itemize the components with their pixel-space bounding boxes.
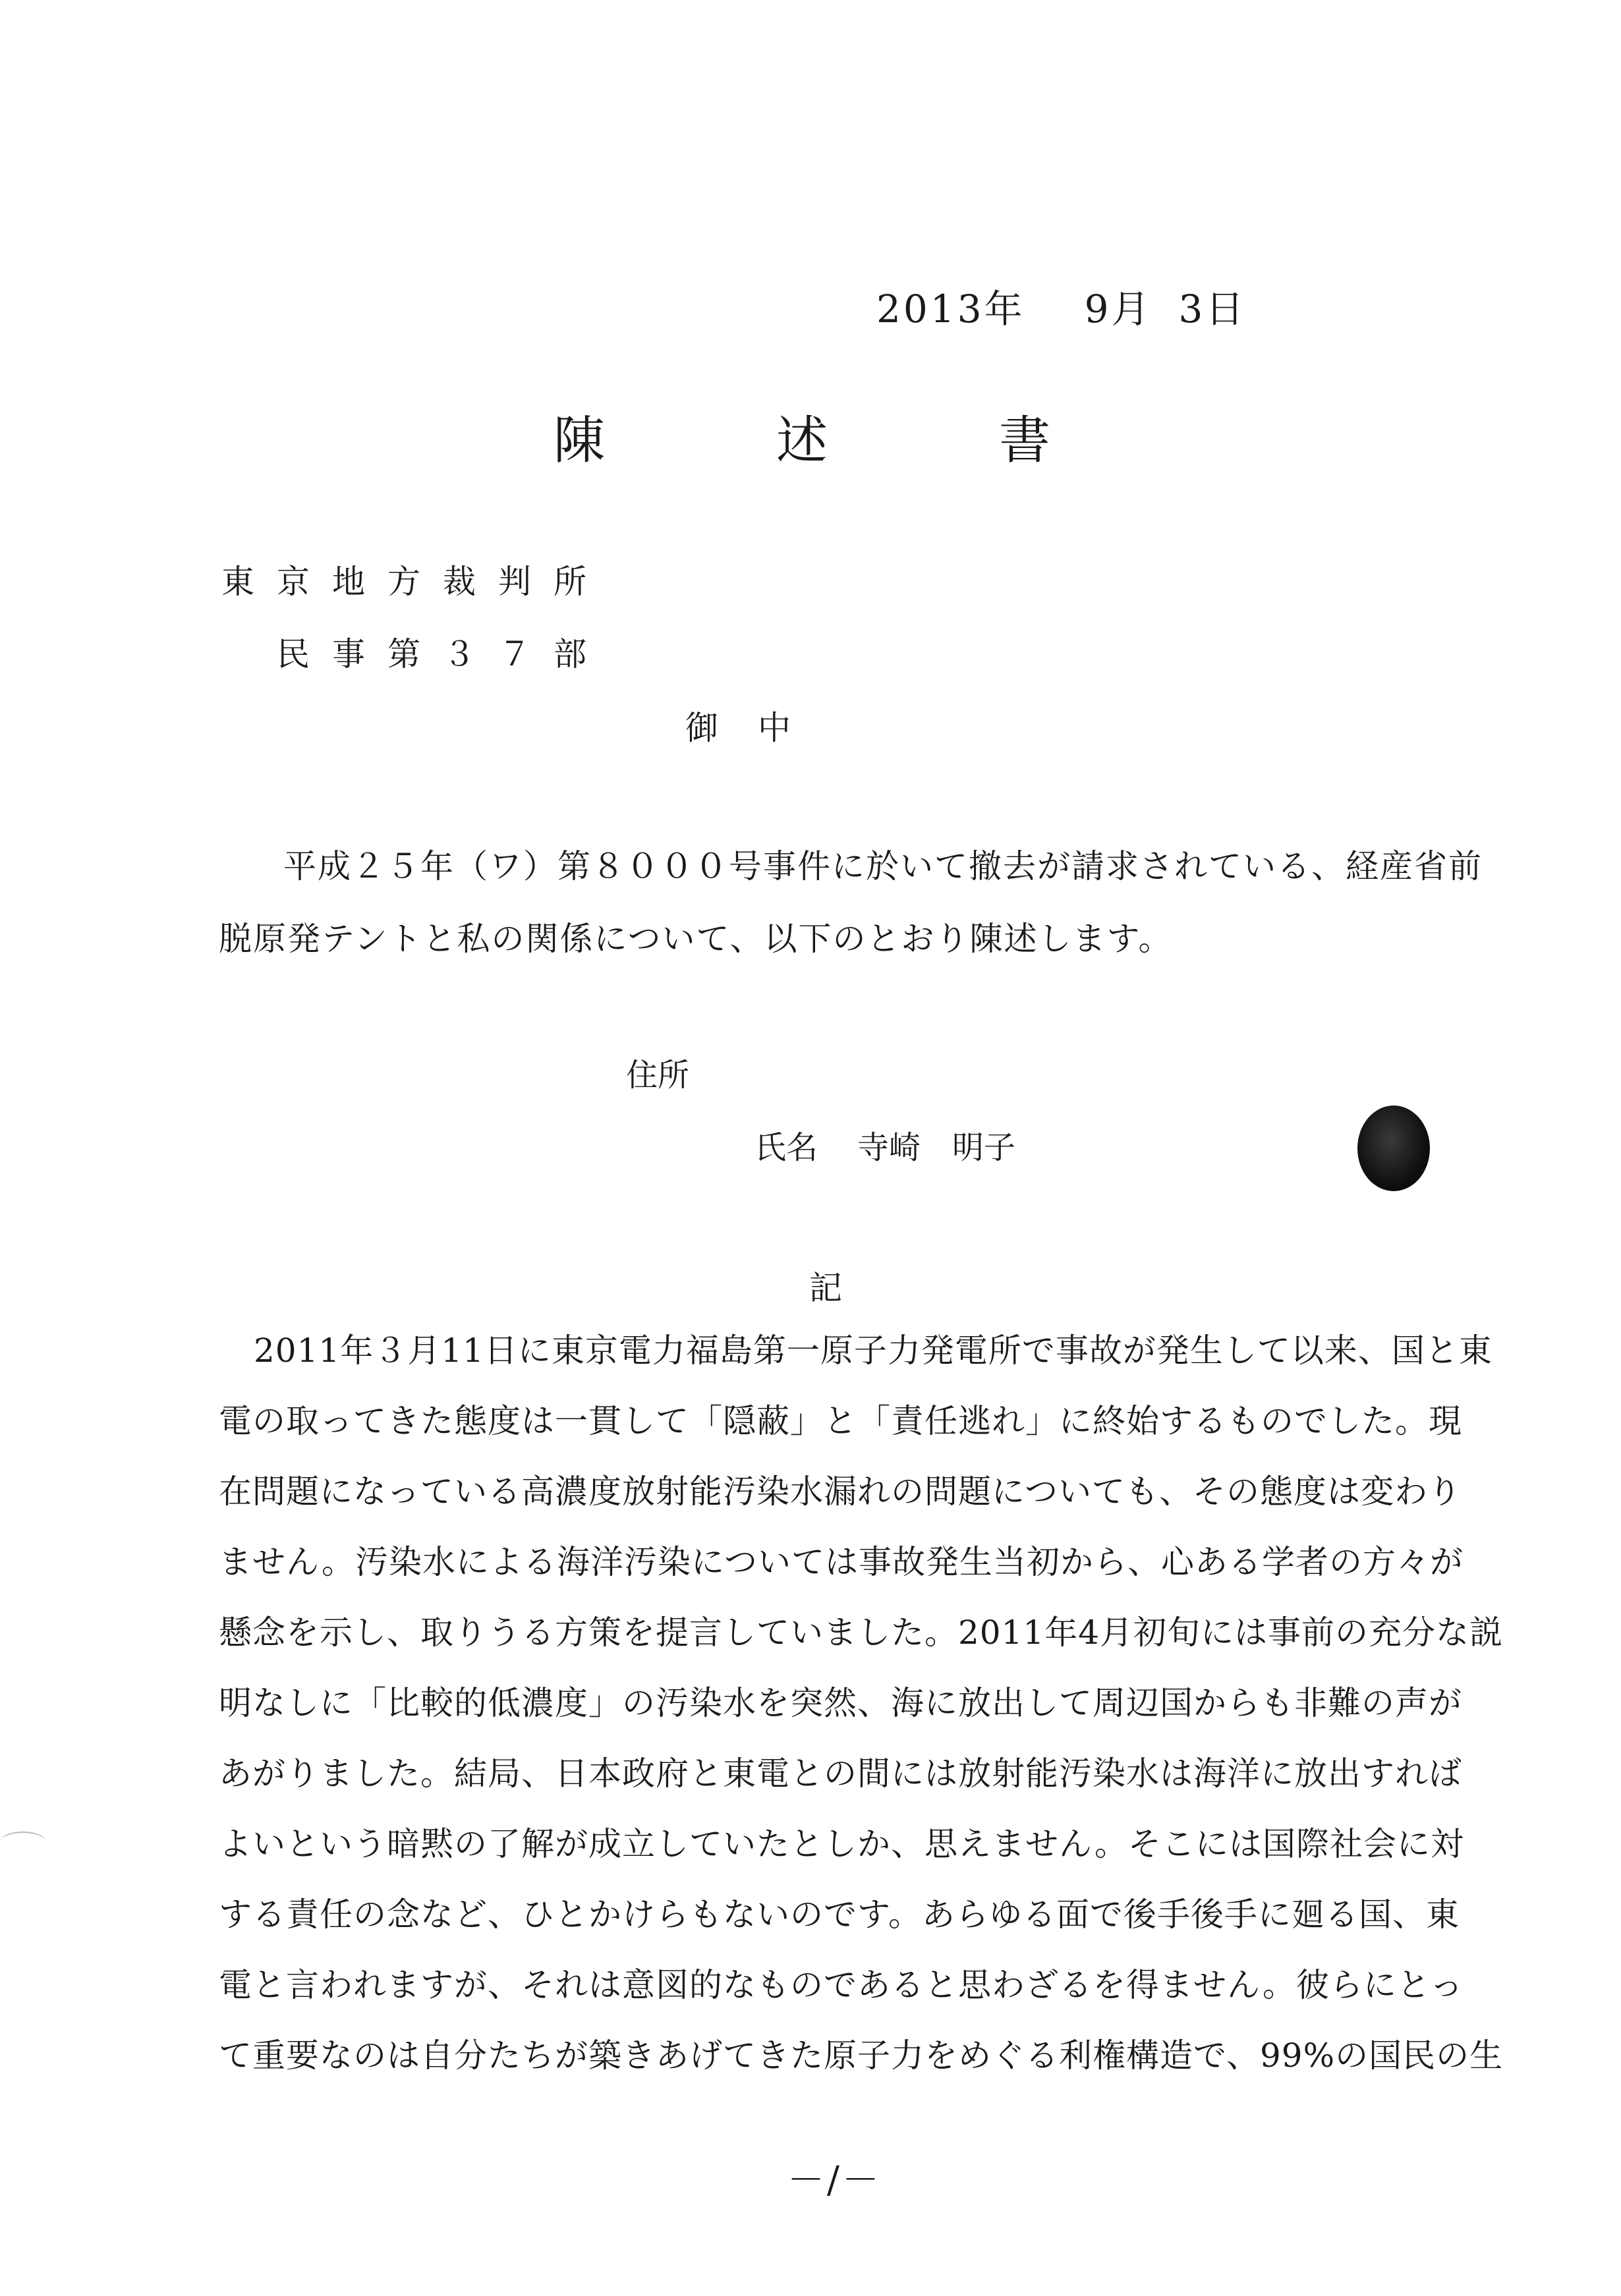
body-line: あがりました。結局、日本政府と東電との間には放射能汚染水は海洋に放出すれば xyxy=(219,1754,1462,1793)
date-year: 2013 xyxy=(876,287,984,331)
body-line: て重要なのは自分たちが築きあげてきた原子力をめぐる利権構造で、99%の国民の生 xyxy=(219,2036,1504,2075)
title-char: 書 xyxy=(999,411,1051,470)
body-line: する責任の念など、ひとかけらもないのです。あらゆる面で後手後手に廻る国、東 xyxy=(219,1895,1460,1934)
body-line: 電の取ってきた態度は一貫して「隠蔽」と「責任逃れ」に終始するものでした。現 xyxy=(219,1402,1462,1440)
intro-line: 脱原発テントと私の関係について、以下のとおり陳述します。 xyxy=(219,920,1173,958)
addressee-honorific: 御中 xyxy=(685,709,830,747)
title-char: 述 xyxy=(776,411,828,470)
body-line: 2011年３月11日に東京電力福島第一原子力発電所で事故が発生して以来、国と東 xyxy=(254,1331,1493,1370)
date-month-unit: 月 xyxy=(1111,287,1152,331)
section-marker: 記 xyxy=(809,1269,842,1307)
date-year-unit: 年 xyxy=(984,287,1025,331)
page-number: －/－ xyxy=(787,2159,882,2202)
date-month: 9 xyxy=(1084,287,1112,331)
declarant-name: 寺崎 明子 xyxy=(857,1129,1016,1166)
scan-artifact xyxy=(0,1832,46,1853)
address-label: 住所 xyxy=(626,1057,690,1094)
personal-seal-stamp xyxy=(1357,1106,1430,1191)
document-title xyxy=(554,411,1051,470)
name-label: 氏名 xyxy=(754,1129,818,1166)
date-day-unit: 日 xyxy=(1205,287,1247,331)
body-line: 懸念を示し、取りうる方策を提言していました。2011年4月初旬には事前の充分な説 xyxy=(219,1613,1504,1652)
body-line: ません。汚染水による海洋汚染については事故発生当初から、心ある学者の方々が xyxy=(219,1543,1464,1581)
body-line: 在問題になっている高濃度放射能汚染水漏れの問題についても、その態度は変わり xyxy=(219,1472,1462,1511)
intro-line: 平成２５年（ワ）第８０００号事件に於いて撤去が請求されている、経産省前 xyxy=(283,847,1483,885)
addressee-court: 東京地方裁判所 xyxy=(221,563,609,601)
title-char: 陳 xyxy=(554,411,606,470)
document-date xyxy=(876,287,1247,331)
body-line: 電と言われますが、それは意図的なものであると思わざるを得ません。彼らにとっ xyxy=(219,1966,1464,2004)
declarant-name-row xyxy=(754,1129,1016,1166)
body-line: よいという暗黙の了解が成立していたとしか、思えません。そこには国際社会に対 xyxy=(219,1825,1464,1863)
date-day: 3 xyxy=(1178,287,1206,331)
body-line: 明なしに「比較的低濃度」の汚染水を突然、海に放出して周辺国からも非難の声が xyxy=(219,1684,1462,1722)
addressee-department: 民事第３７部 xyxy=(277,635,609,673)
